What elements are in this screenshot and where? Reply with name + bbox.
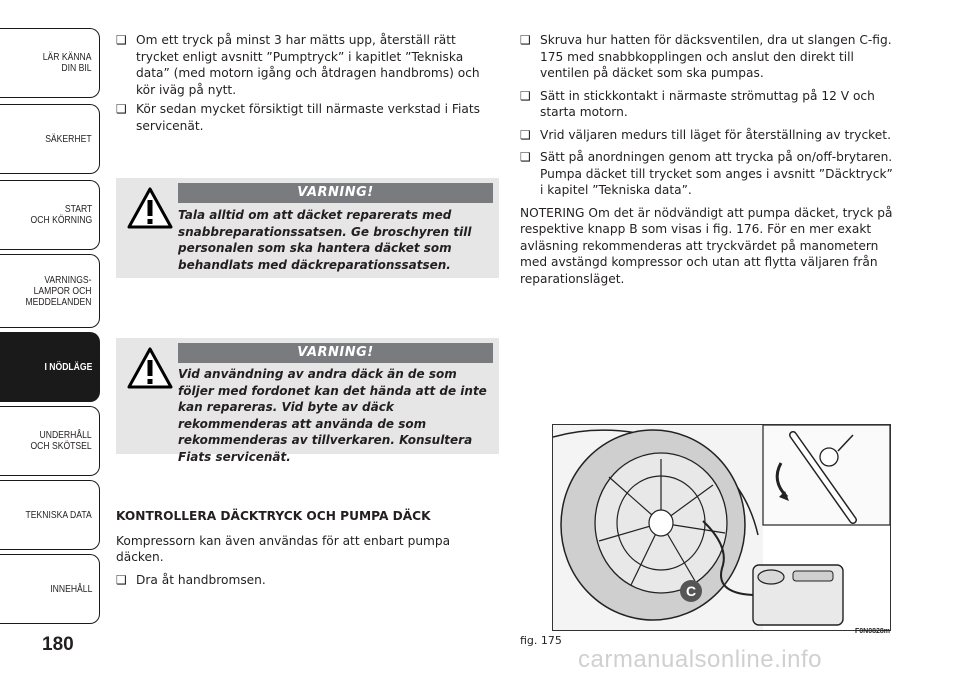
- section-intro: Kompressorn kan även användas för att enbart pumpa däcken.: [116, 533, 451, 564]
- bullet-item: ❑ Sätt in stickkontakt i närmaste strömuttag på 12 V och starta motorn.: [520, 88, 898, 121]
- figure-caption: fig. 175: [520, 634, 562, 647]
- warning-text: Tala alltid om att däcket reparerats med snabbreparationssatsen. Ge broschyren till personalen som ska hantera däcket som behandlats med däckreparationssatsen.: [178, 208, 472, 272]
- note-paragraph: NOTERING Om det är nödvändigt att pumpa däcket, tryck på respektive knapp B som visas i fig. 176. För en mer exakt avläsning rekommenderas att tryckvärdet på manometern med avstängd kompressor och utan att flytta väljaren från reparationsläget.: [520, 205, 893, 286]
- warning-triangle-icon: [126, 186, 174, 230]
- tab-i-nodlage[interactable]: I NÖDLÄGE: [0, 332, 100, 402]
- figure-code: F0N0828m: [855, 628, 891, 635]
- tab-sakerhet[interactable]: SÄKERHET: [0, 104, 100, 174]
- page-number: 180: [42, 634, 74, 655]
- right-column: [520, 32, 898, 291]
- tab-tekniska-data[interactable]: TEKNISKA DATA: [0, 480, 100, 550]
- tyre-compressor-illustration: [553, 425, 890, 630]
- bullet-item: ❑ Dra åt handbromsen.: [116, 572, 496, 589]
- callout-c: C: [685, 583, 697, 599]
- figure-175: [552, 424, 891, 631]
- warning-title: VARNING!: [178, 183, 493, 203]
- tab-varningslampor[interactable]: VARNINGS- LAMPOR OCH MEDDELANDEN: [0, 254, 100, 328]
- left-column-top: [116, 32, 496, 137]
- tab-lar-kanna-din-bil[interactable]: LÄR KÄNNA DIN BIL: [0, 28, 100, 98]
- warning-text: Vid användning av andra däck än de som följer med fordonet kan det hända att de inte kan repareras. Vid byte av däck rekommenderas att använda de som rekommenderas av tillverkaren. Konsultera Fiats servicenät.: [178, 367, 487, 464]
- left-column-section: [116, 508, 496, 591]
- bullet-item: ❑ Kör sedan mycket försiktigt till närmaste verkstad i Fiats servicenät.: [116, 101, 496, 134]
- bullet-item: ❑ Sätt på anordningen genom att trycka på on/off-brytaren. Pumpa däcket till trycket som anges i avsnitt ”Däcktryck” i kapitel ”Tekniska data”.: [520, 149, 898, 199]
- bullet-item: ❑ Vrid väljaren medurs till läget för återställning av trycket.: [520, 127, 898, 144]
- warning-box-2: [116, 338, 499, 464]
- section-heading: KONTROLLERA DÄCKTRYCK OCH PUMPA DÄCK: [116, 509, 431, 523]
- tab-underhall-och-skotsel[interactable]: UNDERHÅLL OCH SKÖTSEL: [0, 406, 100, 476]
- tab-start-och-korning[interactable]: START OCH KÖRNING: [0, 180, 100, 250]
- warning-box-1: [116, 178, 499, 278]
- tab-innehall[interactable]: INNEHÅLL: [0, 554, 100, 624]
- warning-triangle-icon: [126, 346, 174, 390]
- bullet-item: ❑ Skruva hur hatten för däcksventilen, dra ut slangen C-fig. 175 med snabbkopplingen och anslut den direkt till ventilen på däcket som ska pumpas.: [520, 32, 898, 82]
- warning-title: VARNING!: [178, 343, 493, 363]
- bullet-item: ❑ Om ett tryck på minst 3 har mätts upp, återställ rätt trycket enligt avsnitt ”Pumptryck” i kapitlet ”Tekniska data” (med motorn igång och åtdragen handbroms) och kör iväg på nytt.: [116, 32, 496, 98]
- watermark: carmanualsonline.info: [578, 646, 822, 673]
